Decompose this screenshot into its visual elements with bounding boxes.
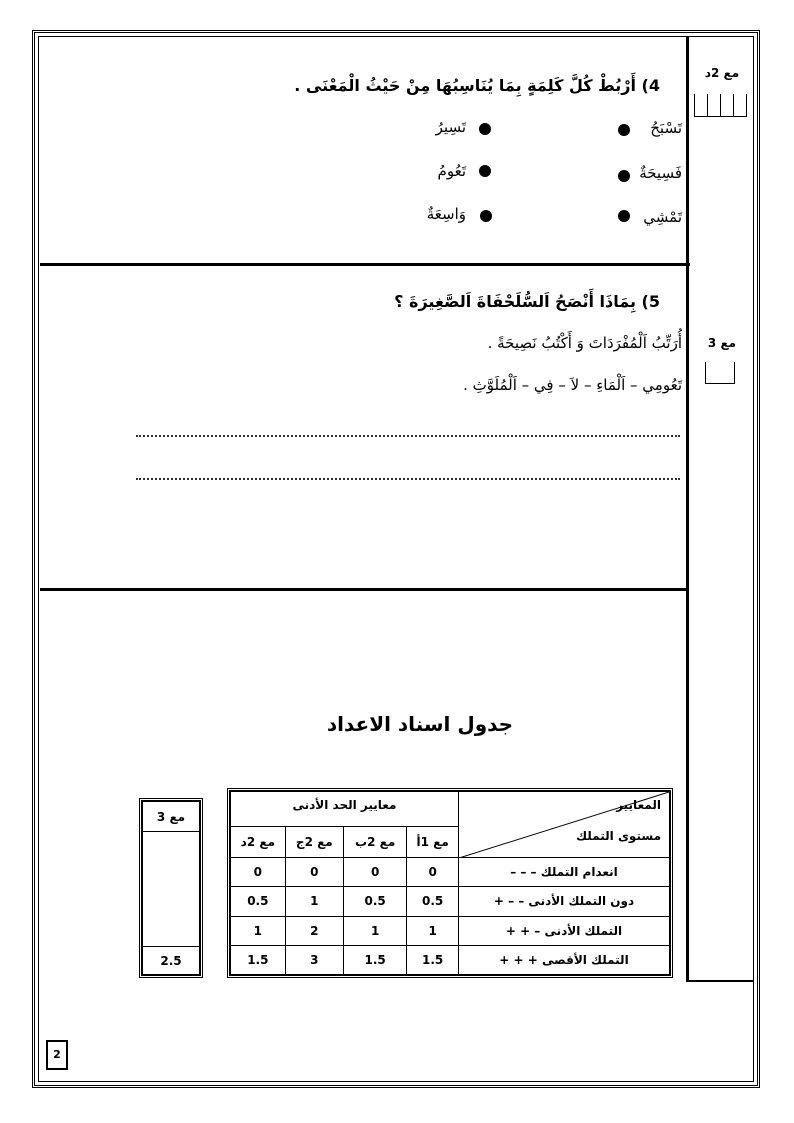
row-label: انعدام التملك – – – (459, 858, 670, 887)
min-criteria-header: معايير الحد الأدنى (231, 792, 459, 827)
q4-side-label: مع 2د (704, 66, 740, 80)
table-row (231, 916, 670, 945)
cell: 0.5 (343, 887, 406, 916)
q4-right-dot-3[interactable] (618, 210, 630, 222)
q4-left-dot-1[interactable] (479, 123, 491, 135)
cell: 1 (343, 916, 406, 945)
answer-line-2[interactable] (136, 478, 680, 480)
cell: 0 (285, 858, 343, 887)
q4-right-word-1: تَسْبَحُ (650, 119, 682, 137)
col-header-3: مع 2ج (285, 827, 343, 858)
q4-left-word-1: تَسِيرُ (435, 118, 466, 136)
col-header-1: مع 1أ (407, 827, 459, 858)
col-header-4: مع 2د (231, 827, 286, 858)
cell: 1 (285, 887, 343, 916)
criteria-label: المعايير (616, 798, 661, 812)
cell: 3 (285, 945, 343, 974)
table-row (231, 858, 670, 887)
mc3-table (139, 798, 203, 978)
answer-line-1[interactable] (136, 435, 680, 437)
mc3-value: 2.5 (143, 947, 200, 975)
cell: 0 (407, 858, 459, 887)
row-label: التملك الأدنى – + + (459, 916, 670, 945)
row-label: التملك الأقصى + + + (459, 945, 670, 974)
mc3-blank-cell (143, 832, 200, 947)
q5-score-box[interactable] (705, 362, 735, 384)
q4-title: 4) أَرْبُطْ كُلَّ كَلِمَةٍ بِمَا يُنَاسِبُهَا مِنْ حَيْثُ الْمَعْنَى . (294, 76, 660, 95)
cell: 0 (231, 858, 286, 887)
table-row (231, 887, 670, 916)
q4-left-dot-2[interactable] (479, 165, 491, 177)
cell: 1.5 (231, 945, 286, 974)
q5-title: 5) بِمَاذَا أَنْصَحُ اَلسُّلَحْفَاةَ اَلصَّغِيرَةَ ؟ (394, 292, 660, 311)
criteria-mastery-header (459, 792, 670, 858)
mc3-header: مع 3 (143, 802, 200, 832)
score-side-column (686, 36, 754, 982)
q4-right-word-2: فَسِيحَةٌ (639, 164, 682, 182)
page-number: 2 (46, 1040, 68, 1070)
col-header-2: مع 2ب (343, 827, 406, 858)
q4-right-dot-2[interactable] (618, 170, 630, 182)
grading-table (227, 788, 673, 978)
cell: 2 (285, 916, 343, 945)
q4-right-dot-1[interactable] (618, 124, 630, 136)
table-row (231, 945, 670, 974)
q4-right-word-3: تَمْشِي (643, 208, 682, 226)
q5-words: تَعُومِي – اَلْمَاءِ – لاَ – فِي – اَلْمُلَوَّثِ . (463, 376, 682, 394)
cell: 0.5 (407, 887, 459, 916)
cell: 1 (407, 916, 459, 945)
q4-left-dot-3[interactable] (480, 210, 492, 222)
grading-title: جدول اسناد الاعداد (326, 712, 514, 736)
cell: 0 (343, 858, 406, 887)
q4-left-word-3: وَاسِعَةٌ (426, 205, 466, 223)
row-label: دون التملك الأدنى – – + (459, 887, 670, 916)
cell: 1.5 (407, 945, 459, 974)
cell: 0.5 (231, 887, 286, 916)
q4-left-word-2: تَعُومُ (437, 162, 466, 180)
mastery-label: مستوى التملك (576, 829, 661, 843)
cell: 1.5 (343, 945, 406, 974)
section-divider-1 (40, 263, 690, 266)
cell: 1 (231, 916, 286, 945)
q5-instruction: أُرَتِّبُ اَلْمُفْرَدَاتَ وَ أَكْتُبُ نَصِيحَةً . (487, 334, 682, 352)
q4-score-boxes[interactable] (694, 94, 747, 117)
section-divider-2 (40, 588, 688, 591)
q5-side-label: مع 3 (707, 336, 737, 350)
